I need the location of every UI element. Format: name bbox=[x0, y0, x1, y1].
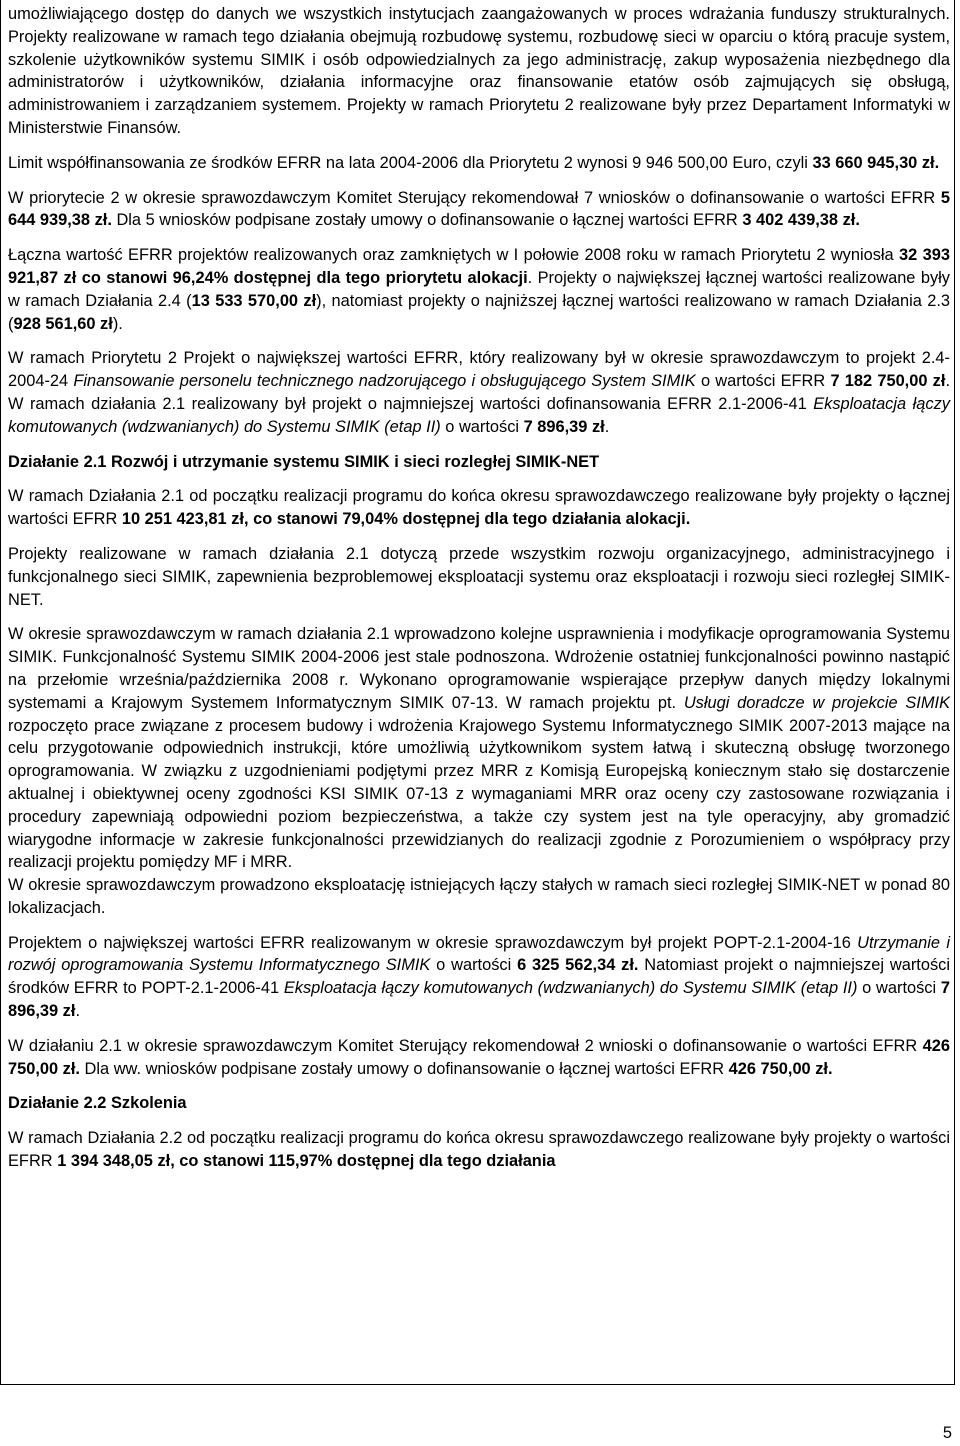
paragraph bbox=[8, 1127, 950, 1173]
text-run: Dla ww. wniosków podpisane zostały umowy o dofinansowanie o łącznej wartości EFRR bbox=[80, 1059, 729, 1078]
bold-text: Działanie 2.1 Rozwój i utrzymanie systemu SIMIK i sieci rozległej SIMIK-NET bbox=[8, 452, 600, 471]
bold-text: 13 533 570,00 zł bbox=[191, 291, 317, 310]
page-border-bottom bbox=[0, 1384, 955, 1385]
text-run: . W ramach działania 2.1 realizowany był projekt o najmniejszej wartości dofinansowania EFRR 2.1-2006-41 bbox=[8, 372, 950, 413]
text-run: W ramach Działania 2.1 od początku realizacji programu do końca okresu sprawozdawczego realizowane były projekty o łącznej wartości EFRR bbox=[8, 487, 950, 529]
paragraph bbox=[8, 3, 950, 140]
text-run: umożliwiającego dostęp do danych we wszystkich instytucjach zaangażowanych w proces wdrażania funduszy strukturalnych. Projekty realizowane w ramach tego działania obejmują rozbudowę systemu, rozbudowę sieci w oparciu o którą pracuje system, szkolenie użytkowników systemu SIMIK i osób odpowiedzialnych za jego administrację, zakup wyposażenia niezbędnego dla administratorów i użytkowników, działania informacyjne oraz finansowanie etatów osób zajmujących się obsługą, administrowaniem i zarządzaniem systemem. Projekty w ramach Priorytetu 2 realizowane były przez Departament Informatyki w Ministerstwie Finansów. bbox=[8, 5, 950, 137]
text-run: W ramach Działania 2.2 od początku realizacji programu do końca okresu sprawozdawczego realizowane były projekty o wartości EFRR bbox=[8, 1129, 950, 1171]
bold-text: 7 896,39 zł bbox=[523, 417, 605, 436]
bold-text: 32 393 921,87 zł co stanowi 96,24% dostępnej dla tego priorytetu alokacji bbox=[8, 246, 950, 287]
page-border-right bbox=[954, 0, 955, 1384]
paragraph bbox=[8, 1035, 950, 1081]
bold-text: 426 750,00 zł. bbox=[728, 1059, 833, 1078]
text-run: Projektem o największej wartości EFRR realizowanym w okresie sprawozdawczym był projekt POPT-2.1-2004-16 bbox=[8, 933, 858, 952]
text-run: ). bbox=[112, 314, 123, 333]
italic-text: Usługi doradcze w projekcie SIMIK bbox=[683, 693, 951, 712]
page-border-left bbox=[0, 0, 1, 1384]
paragraph bbox=[8, 485, 950, 531]
bold-text: 426 750,00 zł. bbox=[8, 1036, 950, 1078]
document-body bbox=[8, 0, 950, 1173]
document-page bbox=[8, 0, 950, 1446]
bold-text: 7 182 750,00 zł bbox=[830, 372, 946, 391]
paragraph bbox=[8, 874, 950, 920]
section-heading bbox=[8, 451, 950, 474]
bold-text: 1 394 348,05 zł, co stanowi 115,97% dostępnej dla tego działania bbox=[57, 1152, 556, 1171]
text-run: . bbox=[75, 1002, 80, 1021]
text-run: o wartości bbox=[857, 979, 941, 998]
paragraph bbox=[8, 932, 950, 1023]
bold-text: 33 660 945,30 zł. bbox=[812, 153, 940, 172]
italic-text: Finansowanie personelu technicznego nadzorującego i obsługującego System SIMIK bbox=[73, 372, 696, 391]
text-run: . Projekty o największej łącznej wartości realizowane były w ramach Działania 2.4 ( bbox=[8, 268, 950, 310]
bold-text: 6 325 562,34 zł. bbox=[517, 956, 639, 975]
paragraph bbox=[8, 623, 950, 874]
text-run: W ramach Priorytetu 2 Projekt o największej wartości EFRR, który realizowany był w okresie sprawozdawczym to projekt 2.4-2004-24 bbox=[8, 349, 950, 391]
paragraph bbox=[8, 187, 950, 233]
text-run: Natomiast projekt o najmniejszej wartości środków EFRR to POPT-2.1-2006-41 bbox=[8, 956, 950, 998]
text-run: Łączna wartość EFRR projektów realizowanych oraz zamkniętych w I połowie 2008 roku w ramach Priorytetu 2 wyniosła bbox=[8, 246, 900, 265]
text-run: W priorytecie 2 w okresie sprawozdawczym Komitet Sterujący rekomendował 7 wniosków o dofinansowanie o wartości EFRR bbox=[8, 188, 941, 207]
paragraph bbox=[8, 347, 950, 438]
page-number: 5 bbox=[942, 1424, 952, 1442]
paragraph bbox=[8, 152, 950, 175]
bold-text: 5 644 939,38 zł. bbox=[8, 188, 950, 230]
text-run: o wartości bbox=[440, 417, 524, 436]
text-run: . bbox=[604, 417, 610, 436]
text-run: Limit współfinansowania ze środków EFRR na lata 2004-2006 dla Priorytetu 2 wynosi 9 946 500,00 Euro, czyli bbox=[8, 153, 813, 172]
bold-text: 7 896,39 zł bbox=[8, 979, 951, 1021]
text-run: Dla 5 wniosków podpisane zostały umowy o dofinansowanie o łącznej wartości EFRR bbox=[111, 211, 743, 230]
text-run: W działaniu 2.1 w okresie sprawozdawczym Komitet Sterujący rekomendował 2 wnioski o dofinansowanie o wartości EFRR bbox=[8, 1036, 923, 1055]
section-heading bbox=[8, 1092, 950, 1115]
italic-text: Eksploatacja łączy komutowanych (wdzwanianych) do Systemu SIMIK (etap II) bbox=[283, 979, 858, 998]
bold-text: 928 561,60 zł bbox=[13, 314, 113, 333]
paragraph bbox=[8, 543, 950, 611]
text-run: W okresie sprawozdawczym prowadzono eksploatację istniejących łączy stałych w ramach sieci rozległej SIMIK-NET w ponad 80 lokalizacjach. bbox=[8, 876, 950, 917]
bold-text: Działanie 2.2 Szkolenia bbox=[8, 1094, 187, 1113]
text-run: rozpoczęto prace związane z procesem budowy i wdrożenia Krajowego Systemu Informatycznego SIMIK 2007-2013 mające na celu przygotowanie odpowiednich instrukcji, które umożliwią użytkownikom system łatwą i skuteczną obsługę tworzonego oprogramowania. W związku z uzgodnieniami podjętymi przez MRR z Komisją Europejską koniecznym stało się dostarczenie aktualnej i obiektywnej oceny zgodności KSI SIMIK 07-13 z wymaganiami MRR oraz oceny czy zastosowane rozwiązania i procedury zapewniają odpowiedni poziom bezpieczeństwa, a także czy system jest na tyle operacyjny, aby gromadzić wiarygodne informacje w zakresie funkcjonalności przewidzianych do realizacji zgodnie z Porozumieniem o współpracy przy realizacji projektu pomiędzy MF i MRR. bbox=[8, 716, 950, 872]
text-run: o wartości EFRR bbox=[695, 372, 831, 391]
text-run: o wartości bbox=[430, 956, 518, 975]
bold-text: 3 402 439,38 zł. bbox=[742, 211, 860, 230]
text-run: ), natomiast projekty o najniższej łącznej wartości realizowano w ramach Działania 2.3 ( bbox=[8, 291, 950, 333]
text-run: W okresie sprawozdawczym w ramach działania 2.1 wprowadzono kolejne usprawnienia i modyfikacje oprogramowania Systemu SIMIK. Funkcjonalność Systemu SIMIK 2004-2006 jest stale podnoszona. Wdrożenie ostatniej funkcjonalności powinno nastąpić na przełomie września/października 2008 r. Wykonano oprogramowanie wspierające przepływ danych między lokalnymi systemami a Krajowym Systemem Informatycznym SIMIK 07-13. W ramach projektu pt. bbox=[8, 625, 950, 712]
bold-text: 10 251 423,81 zł, co stanowi 79,04% dostępnej dla tego działania alokacji. bbox=[121, 510, 691, 529]
italic-text: Utrzymanie i rozwój oprogramowania Systemu Informatycznego SIMIK bbox=[8, 933, 950, 975]
italic-text: Eksploatacja łączy komutowanych (wdzwanianych) do Systemu SIMIK (etap II) bbox=[8, 394, 950, 436]
text-run: Projekty realizowane w ramach działania 2.1 dotyczą przede wszystkim rozwoju organizacyjnego, administracyjnego i funkcjonalnego sieci SIMIK, zapewnienia bezproblemowej eksploatacji systemu oraz eksploatacji i rozwoju sieci rozległej SIMIK-NET. bbox=[8, 544, 950, 609]
paragraph bbox=[8, 244, 950, 335]
